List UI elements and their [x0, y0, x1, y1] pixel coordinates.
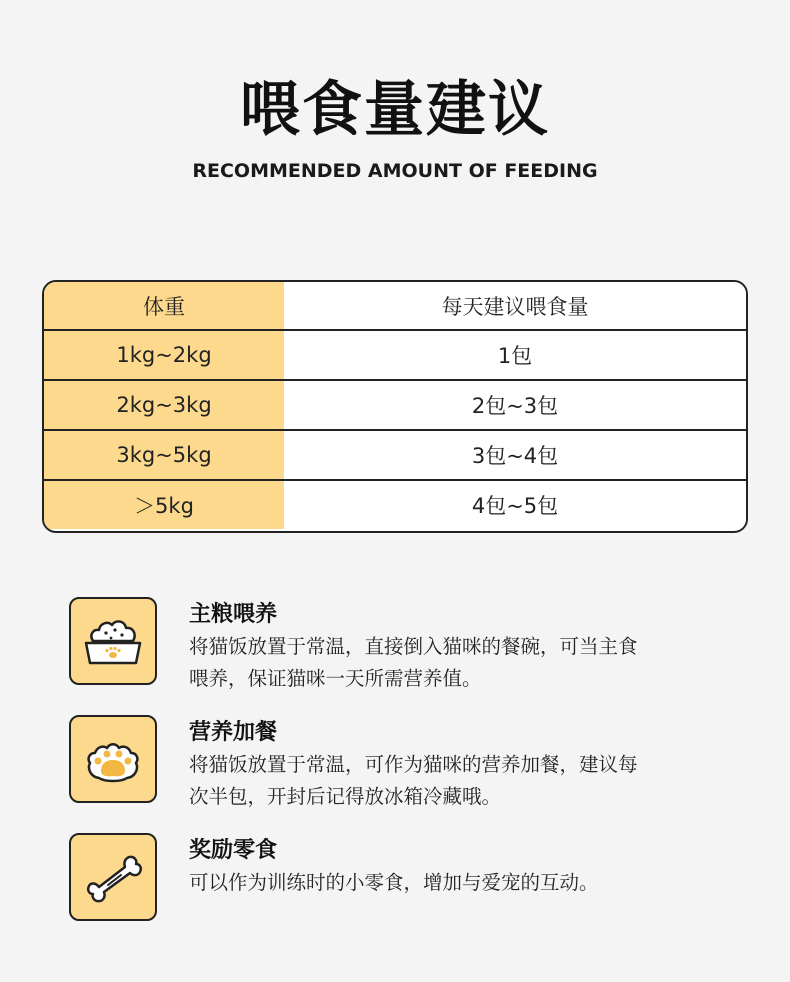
- header-amount: 每天建议喂食量: [284, 282, 746, 329]
- amount-cell: 1包: [284, 331, 746, 379]
- description-line: 将猫饭放置于常温，可作为猫咪的营养加餐，建议每: [189, 753, 638, 776]
- weight-cell: 3kg~5kg: [44, 431, 284, 479]
- amount-cell: 2包~3包: [284, 381, 746, 429]
- table-header-row: [44, 282, 746, 329]
- feature-title: 主粮喂养: [189, 602, 278, 627]
- amount-cell: 3包~4包: [284, 431, 746, 479]
- feature-description: [189, 749, 734, 813]
- feature-description: [189, 631, 734, 695]
- table-row: [44, 329, 746, 379]
- amount-cell: 4包~5包: [284, 481, 746, 529]
- feature-title: 奖励零食: [189, 838, 278, 863]
- table-row: [44, 479, 746, 529]
- description-line: 可以作为训练时的小零食，增加与爱宠的互动。: [189, 871, 599, 894]
- paw-icon: [69, 715, 157, 803]
- description-line: 将猫饭放置于常温，直接倒入猫咪的餐碗，可当主食: [189, 635, 638, 658]
- header-weight: 体重: [44, 282, 284, 329]
- table-row: [44, 379, 746, 429]
- bone-icon: [69, 833, 157, 921]
- feeding-table: [42, 280, 748, 533]
- feature-description: [189, 867, 734, 899]
- description-line: 喂养，保证猫咪一天所需营养值。: [189, 667, 482, 690]
- page-subtitle: RECOMMENDED AMOUNT OF FEEDING: [192, 160, 598, 182]
- weight-cell: 2kg~3kg: [44, 381, 284, 429]
- weight-cell: 1kg~2kg: [44, 331, 284, 379]
- page-title: 喂食量建议: [240, 75, 550, 145]
- table-row: [44, 429, 746, 479]
- food-bowl-icon: [69, 597, 157, 685]
- feature-title: 营养加餐: [189, 720, 278, 745]
- weight-cell: ＞5kg: [44, 481, 284, 529]
- description-line: 次半包，开封后记得放冰箱冷藏哦。: [189, 785, 502, 808]
